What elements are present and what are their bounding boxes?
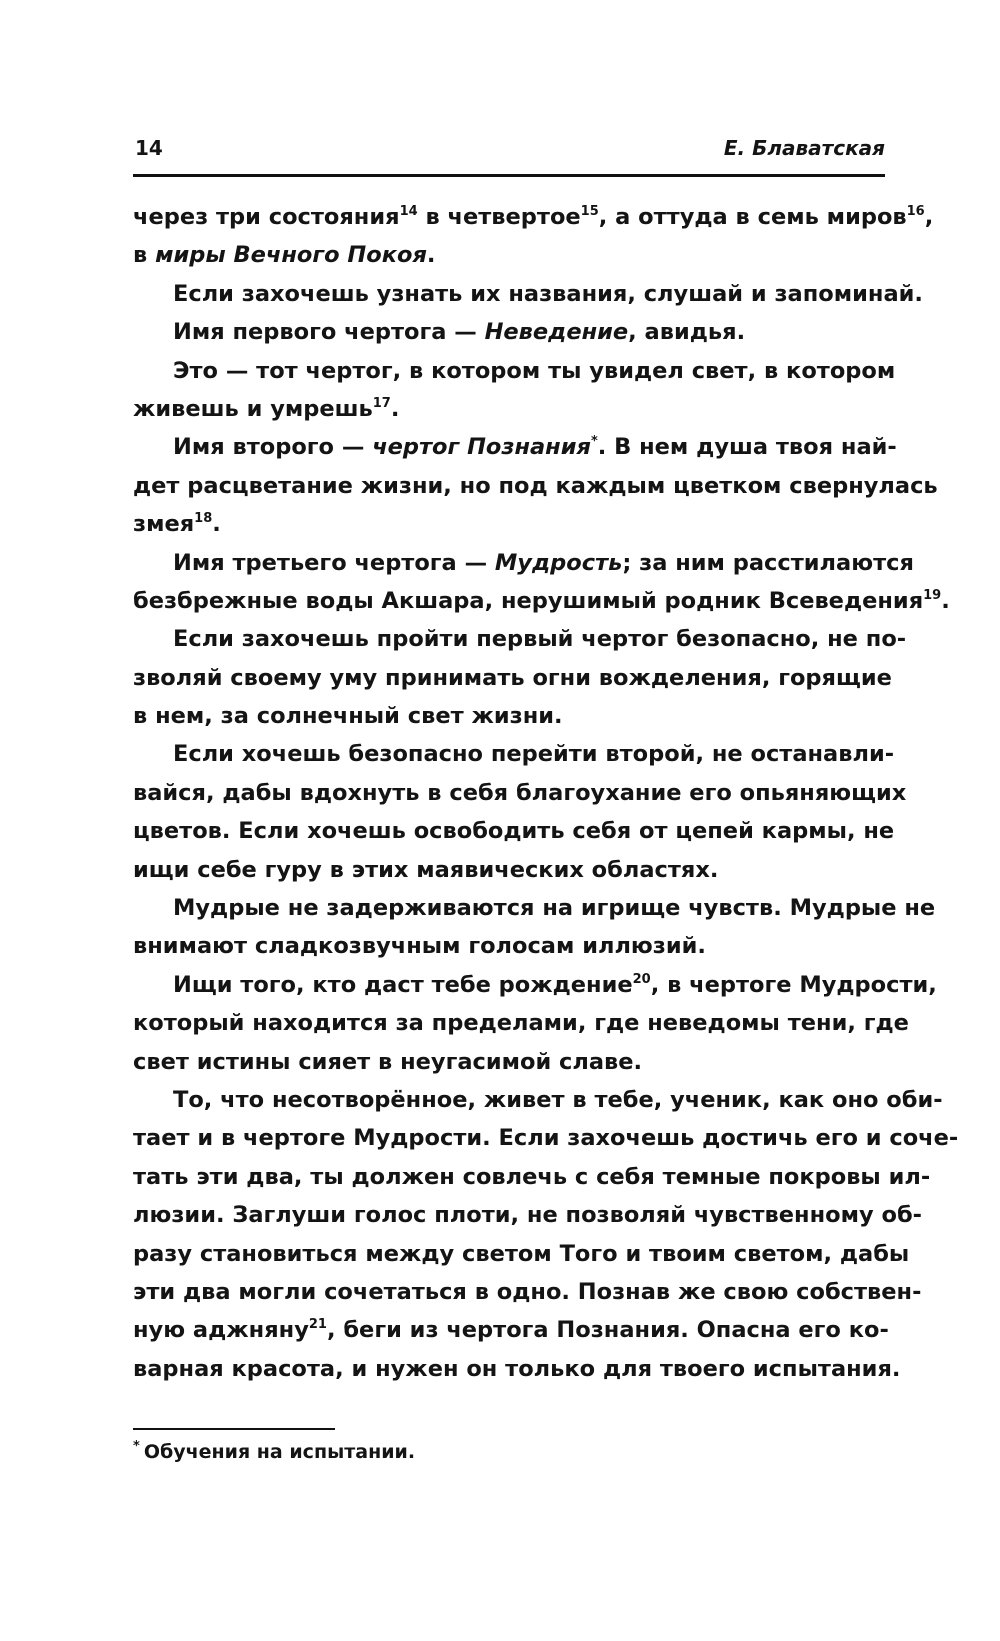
footnote-ref: 19 — [923, 587, 942, 603]
text-line: свет истины сияет в неугасимой славе. — [133, 1048, 643, 1075]
text-line: безбрежные воды Акшара, нерушимый родник Всеведения$^{19}$. — [133, 587, 950, 614]
text-line: тает и в чертоге Мудрости. Если захочешь достичь его и соче- — [133, 1125, 959, 1152]
paragraph-line: Это — тот чертог, в котором ты увидел свет, в котором — [173, 357, 896, 384]
paragraph-line: Имя второго — чертог Познания*. В нем душа твоя най- — [173, 434, 897, 461]
emphasis: Мудрость — [494, 549, 623, 576]
header-rule — [133, 174, 885, 177]
running-title: Е. Блаватская — [723, 136, 885, 160]
emphasis: чертог Познания — [372, 434, 591, 461]
text-line: зволяй своему уму принимать огни вожделения, горящие — [133, 664, 892, 691]
text-line: живешь и умрешь$^{17}$. — [133, 395, 400, 422]
text-line: через три состояния$^{14}$ в четвертое$^{15}$, а оттуда в семь миров$^{16}$, — [133, 204, 934, 230]
footnote-ref: 21 — [308, 1317, 327, 1333]
paragraph-line: Мудрые не задерживаются на игрище чувств. Мудрые не — [173, 895, 936, 922]
paragraph-line: Если захочешь узнать их названия, слушай и запоминай. — [173, 280, 923, 307]
paragraph-line: Имя первого чертога — Неведение, авидья. — [173, 319, 746, 346]
text-line: змея$^{18}$. — [133, 511, 221, 538]
footnote-ref: 16 — [906, 204, 925, 219]
page-header — [133, 134, 885, 166]
text-line: разу становиться между светом Того и твоим светом, дабы — [133, 1240, 910, 1267]
text-line: в миры Вечного Покоя. — [133, 242, 436, 269]
paragraph-line: Имя третьего чертога — Мудрость; за ним расстилаются — [173, 549, 914, 576]
page-number: 14 — [135, 136, 163, 160]
footnote-ref: 20 — [632, 971, 651, 987]
text-line: в нем, за солнечный свет жизни. — [133, 703, 563, 730]
footnote — [133, 1438, 833, 1466]
text-line: тать эти два, ты должен совлечь с себя темные покровы ил- — [133, 1163, 931, 1190]
paragraph-line: Если захочешь пройти первый чертог безопасно, не по- — [173, 626, 907, 653]
footnote-ref: 18 — [194, 511, 213, 527]
footnote-ref: 14 — [399, 204, 418, 219]
text-line: ную аджняну$^{21}$, беги из чертога Познания. Опасна его ко- — [133, 1317, 889, 1344]
footnote-ref: 15 — [580, 204, 599, 219]
paragraph-line: Ищи того, кто даст тебе рождение$^{20}$, в чертоге Мудрости, — [173, 971, 937, 998]
paragraph-line: Если хочешь безопасно перейти второй, не останавли- — [173, 741, 895, 768]
main-text — [133, 198, 959, 1388]
text-line: варная красота, и нужен он только для твоего испытания. — [133, 1355, 901, 1382]
text-line: эти два могли сочетаться в одно. Познав же свою собствен- — [133, 1278, 922, 1305]
footnote-rule — [133, 1428, 335, 1430]
paragraph-line: То, что несотворённое, живет в тебе, ученик, как оно оби- — [173, 1086, 943, 1113]
footnote-text: Обучения на испытании. — [143, 1441, 416, 1463]
text-line: который находится за пределами, где неведомы тени, где — [133, 1010, 909, 1037]
text-line: люзии. Заглуши голос плоти, не позволяй чувственному об- — [133, 1202, 923, 1229]
text-line: дет расцветание жизни, но под каждым цветком свернулась — [133, 472, 938, 499]
footnote-mark: * — [133, 1439, 140, 1454]
text-line: ищи себе гуру в этих маявических областях. — [133, 856, 719, 883]
text-line: внимают сладкозвучным голосам иллюзий. — [133, 933, 706, 960]
emphasis: миры Вечного Покоя — [155, 242, 427, 269]
footnote-ref: 17 — [372, 395, 391, 411]
text-line: цветов. Если хочешь освободить себя от цепей кармы, не — [133, 818, 895, 845]
emphasis: Неведение — [484, 319, 629, 346]
text-line: вайся, дабы вдохнуть в себя благоухание его опьяняющих — [133, 779, 907, 806]
footnote-ref: * — [590, 434, 598, 450]
